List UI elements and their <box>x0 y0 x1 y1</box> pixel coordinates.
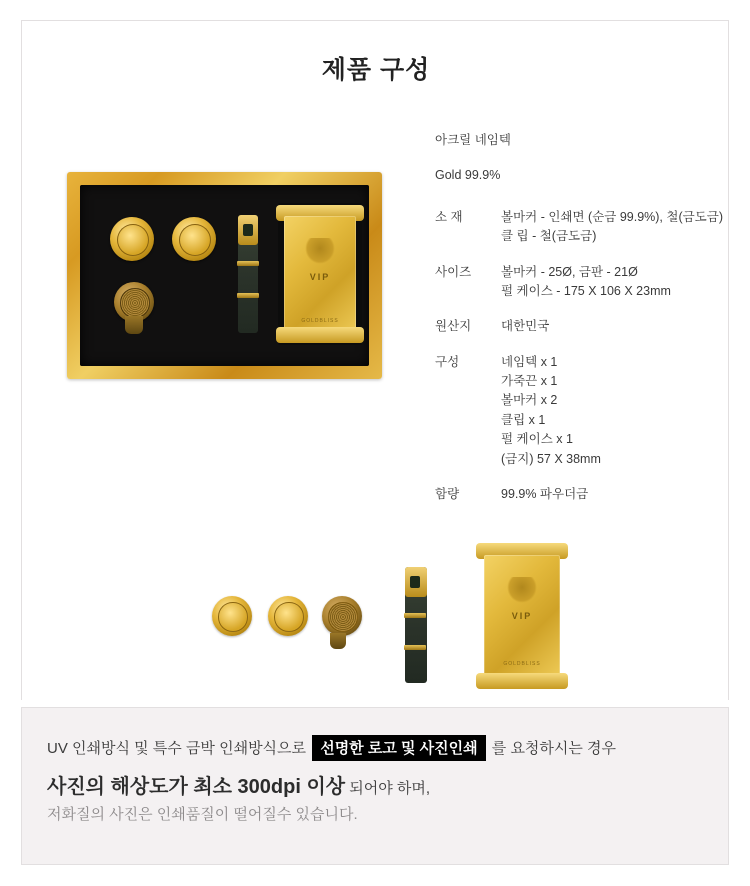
spec-value-line: (금지) 57 X 38mm <box>501 451 601 466</box>
spec-value-line: 볼마커 x 2 <box>501 393 558 408</box>
product-box-photo <box>67 172 382 379</box>
spec-value-line: 99.9% 파우더금 <box>501 486 589 501</box>
box-interior <box>80 185 369 366</box>
notice-strong-text: 사진의 해상도가 최소 300dpi 이상 <box>47 776 346 798</box>
spec-label: 원산지 <box>435 319 472 334</box>
spec-value-line: 볼마커 - 인쇄면 (순금 99.9%), 철(금도금) <box>501 209 723 224</box>
strap-bar-icon <box>404 645 426 650</box>
spec-value <box>501 317 725 336</box>
page-title: 제품 구성 <box>321 56 431 84</box>
product-composition-panel <box>21 20 729 700</box>
strap-bar-icon <box>404 613 426 618</box>
spec-value-line: 펄 케이스 x 1 <box>501 432 573 447</box>
plate-sub-text: GOLDBLISS <box>301 318 339 324</box>
spec-value <box>501 263 725 302</box>
plate-wing-icon <box>276 327 364 343</box>
spec-row <box>435 485 725 504</box>
notice-line-3: 저화질의 사진은 인쇄품질이 떨어질수 있습니다. <box>47 806 358 823</box>
name-tag-plate-icon <box>472 541 572 691</box>
crest-icon <box>507 577 537 603</box>
spec-label: 소 재 <box>435 209 463 224</box>
plate-wing-icon <box>476 673 568 689</box>
spec-value <box>501 353 725 469</box>
clip-tail-icon <box>330 633 346 649</box>
spec-value-line: 펄 케이스 - 175 X 106 X 23mm <box>501 283 671 298</box>
spec-value-line: 클립 x 1 <box>501 412 546 427</box>
spec-label: 구성 <box>435 354 460 369</box>
spec-row <box>435 353 725 469</box>
spec-list <box>435 131 725 520</box>
ball-marker-icon <box>110 217 154 261</box>
spec-label: 사이즈 <box>435 264 472 279</box>
plate-vip-text: VIP <box>309 272 331 282</box>
crest-icon <box>305 238 335 264</box>
plate-sub-text: GOLDBLISS <box>503 661 541 667</box>
ball-marker-icon <box>268 596 308 636</box>
notice-rest-text: 되어야 하며, <box>349 780 431 797</box>
clip-marker-icon <box>322 596 362 636</box>
spec-row <box>435 263 725 302</box>
ball-marker-icon <box>172 217 216 261</box>
spec-value <box>501 208 725 247</box>
leather-strap-icon <box>238 215 258 333</box>
spec-value-line: 가죽끈 x 1 <box>501 374 558 388</box>
spec-value-line: 대한민국 <box>501 319 550 334</box>
spec-intro-line: 아크릴 네임텍 <box>435 133 511 147</box>
spec-row <box>435 317 725 336</box>
name-tag-plate-icon <box>278 203 362 345</box>
notice-text-before: UV 인쇄방식 및 특수 금박 인쇄방식으로 <box>47 740 307 757</box>
print-quality-notice <box>21 707 729 865</box>
clip-tail-icon <box>125 316 143 334</box>
spec-value-line: 볼마커 - 25Ø, 금판 - 21Ø <box>501 264 638 279</box>
leather-strap-icon <box>405 567 427 683</box>
strap-bar-icon <box>237 293 259 298</box>
spec-intro-line: Gold 99.9% <box>435 168 501 183</box>
strap-bar-icon <box>237 261 259 266</box>
plate-vip-text: VIP <box>511 611 533 621</box>
spec-label: 함량 <box>435 486 460 501</box>
spec-row <box>435 208 725 247</box>
spec-value <box>501 485 725 504</box>
spec-value-line: 클 립 - 철(금도금) <box>501 229 597 244</box>
ball-marker-icon <box>212 596 252 636</box>
notice-line-1 <box>47 735 616 761</box>
notice-line-2 <box>47 770 430 799</box>
notice-text-after: 를 요청하시는 경우 <box>491 740 617 757</box>
gold-plate-icon <box>484 555 560 675</box>
spec-value-line: 네임텍 x 1 <box>501 354 558 369</box>
strap-head-icon <box>405 567 427 597</box>
notice-highlight: 선명한 로고 및 사진인쇄 <box>312 735 485 761</box>
gold-plate-icon <box>284 216 356 332</box>
product-items-photo <box>172 541 592 691</box>
strap-head-icon <box>238 215 258 245</box>
